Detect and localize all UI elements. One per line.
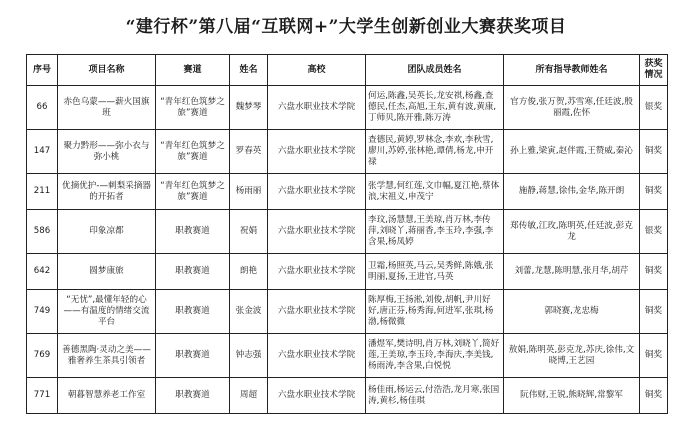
cell-name: 张金波 xyxy=(230,290,268,334)
cell-project: 圆梦康旅 xyxy=(58,254,156,290)
cell-name: 朗艳 xyxy=(230,254,268,290)
cell-members: 张学慧,何红莲,文巾幅,夏江艳,蔡体浪,宋祖义,申茂宁 xyxy=(366,174,504,210)
header-no: 序号 xyxy=(27,55,58,86)
cell-members: 潘煜军,樊诗明,肖万林,刘晓丫,简好莲,王美琼,李玉玲,李海庆,李美钱,杨雨涛,李含果,白悦悦 xyxy=(366,334,504,378)
header-project: 项目名称 xyxy=(58,55,156,86)
cell-award: 铜奖 xyxy=(640,290,668,334)
cell-no: 147 xyxy=(27,130,58,174)
cell-teachers: 郭晓赛,龙忠梅 xyxy=(504,290,640,334)
cell-members: 陈厚梅,王扬淞,刘俊,胡帆,尹川好好,唐正芬,杨秀海,何进军,张琪,杨渤,杨微微 xyxy=(366,290,504,334)
cell-project: “无忧”,最懂年轻的心 ——有温度的情绪交流平台 xyxy=(58,290,156,334)
table-row xyxy=(27,174,668,210)
cell-members: 何运,陈鑫,吴英长,龙安祺,杨鑫,查德民,任杰,高旭,王东,黄有波,黄康,丁师贝,陈开雅,陈万涛 xyxy=(366,86,504,130)
cell-track: “青年红色筑梦之旅”赛道 xyxy=(156,86,230,130)
table-row xyxy=(27,290,668,334)
cell-school: 六盘水职业技术学院 xyxy=(268,378,366,414)
cell-track: “青年红色筑梦之旅”赛道 xyxy=(156,174,230,210)
page-title: “建行杯”第八届“互联网+”大学生创新创业大赛获奖项目 xyxy=(125,17,567,37)
cell-track: 职教赛道 xyxy=(156,334,230,378)
cell-track: “青年红色筑梦之旅”赛道 xyxy=(156,130,230,174)
cell-teachers: 孙上雅,梁寅,赵伴霞,王赞威,秦沁 xyxy=(504,130,640,174)
cell-award: 银奖 xyxy=(640,86,668,130)
cell-no: 211 xyxy=(27,174,58,210)
header-track: 赛道 xyxy=(156,55,230,86)
table-header-row xyxy=(27,55,668,86)
header-name: 姓名 xyxy=(230,55,268,86)
cell-teachers: 阮伟财,王锐,熊晓辉,常黎军 xyxy=(504,378,640,414)
cell-school: 六盘水职业技术学院 xyxy=(268,254,366,290)
cell-no: 66 xyxy=(27,86,58,130)
cell-teachers: 施静,蒋慧,徐伟,金华,陈开朗 xyxy=(504,174,640,210)
cell-teachers: 刘蕾,龙慧,陈明慧,张月华,胡芹 xyxy=(504,254,640,290)
cell-name: 周超 xyxy=(230,378,268,414)
table-row xyxy=(27,378,668,414)
cell-teachers: 郑传敏,江玫,陈明英,任廷波,彭克龙 xyxy=(504,210,640,254)
cell-no: 769 xyxy=(27,334,58,378)
header-award: 获奖情况 xyxy=(640,55,668,86)
cell-award: 铜奖 xyxy=(640,174,668,210)
cell-name: 钟志强 xyxy=(230,334,268,378)
cell-track: 职教赛道 xyxy=(156,210,230,254)
cell-school: 六盘水职业技术学院 xyxy=(268,210,366,254)
cell-name: 祝娟 xyxy=(230,210,268,254)
cell-name: 杨雨丽 xyxy=(230,174,268,210)
table-row xyxy=(27,86,668,130)
cell-award: 铜奖 xyxy=(640,130,668,174)
cell-name: 罗春英 xyxy=(230,130,268,174)
cell-track: 职教赛道 xyxy=(156,378,230,414)
cell-project: 聚力黔形——弥小衣与弥小桃 xyxy=(58,130,156,174)
cell-project: 赤色乌蒙——薪火国旗班 xyxy=(58,86,156,130)
cell-school: 六盘水职业技术学院 xyxy=(268,334,366,378)
cell-members: 杨佳雨,杨运云,付浩浩,龙月寒,张国涛,黄杉,杨佳琪 xyxy=(366,378,504,414)
cell-school: 六盘水职业技术学院 xyxy=(268,174,366,210)
cell-name: 魏梦琴 xyxy=(230,86,268,130)
cell-project: 朝暮智慧养老工作室 xyxy=(58,378,156,414)
cell-no: 642 xyxy=(27,254,58,290)
cell-no: 749 xyxy=(27,290,58,334)
awards-table xyxy=(26,54,668,414)
cell-award: 铜奖 xyxy=(640,378,668,414)
cell-members: 查德民,黄婷,罗林念,李欢,李秋雪,廖川,苏婷,张林艳,谭倩,杨龙,申开禄 xyxy=(366,130,504,174)
cell-track: 职教赛道 xyxy=(156,254,230,290)
table-row xyxy=(27,334,668,378)
cell-project: 印象凉都 xyxy=(58,210,156,254)
table-row xyxy=(27,254,668,290)
cell-award: 铜奖 xyxy=(640,334,668,378)
cell-no: 771 xyxy=(27,378,58,414)
header-school: 高校 xyxy=(268,55,366,86)
cell-award: 铜奖 xyxy=(640,254,668,290)
cell-members: 李玟,汤慧慧,王美琼,肖万林,李传萍,刘晓丫,蒋丽香,李玉玲,李强,李含果,杨凤婷 xyxy=(366,210,504,254)
table-row xyxy=(27,130,668,174)
cell-track: 职教赛道 xyxy=(156,290,230,334)
cell-members: 卫霜,杨照英,马云,吴秀鲜,陈娥,张明丽,夏扬,王进官,马英 xyxy=(366,254,504,290)
header-teachers: 所有指导教师姓名 xyxy=(504,55,640,86)
cell-school: 六盘水职业技术学院 xyxy=(268,130,366,174)
cell-no: 586 xyxy=(27,210,58,254)
header-members: 团队成员姓名 xyxy=(366,55,504,86)
cell-school: 六盘水职业技术学院 xyxy=(268,86,366,130)
cell-project: 优摘优护-—刺梨采摘器的开拓者 xyxy=(58,174,156,210)
cell-project: 善德黑陶·灵动之美——雅奢养生茶具引领者 xyxy=(58,334,156,378)
table-row xyxy=(27,210,668,254)
cell-teachers: 敖娟,陈明英,彭克龙,苏庆,徐伟,文晓博,王艺园 xyxy=(504,334,640,378)
cell-school: 六盘水职业技术学院 xyxy=(268,290,366,334)
cell-teachers: 官方俊,张万贺,苏雪寒,任廷波,殷丽霞,佐怀 xyxy=(504,86,640,130)
cell-award: 银奖 xyxy=(640,210,668,254)
